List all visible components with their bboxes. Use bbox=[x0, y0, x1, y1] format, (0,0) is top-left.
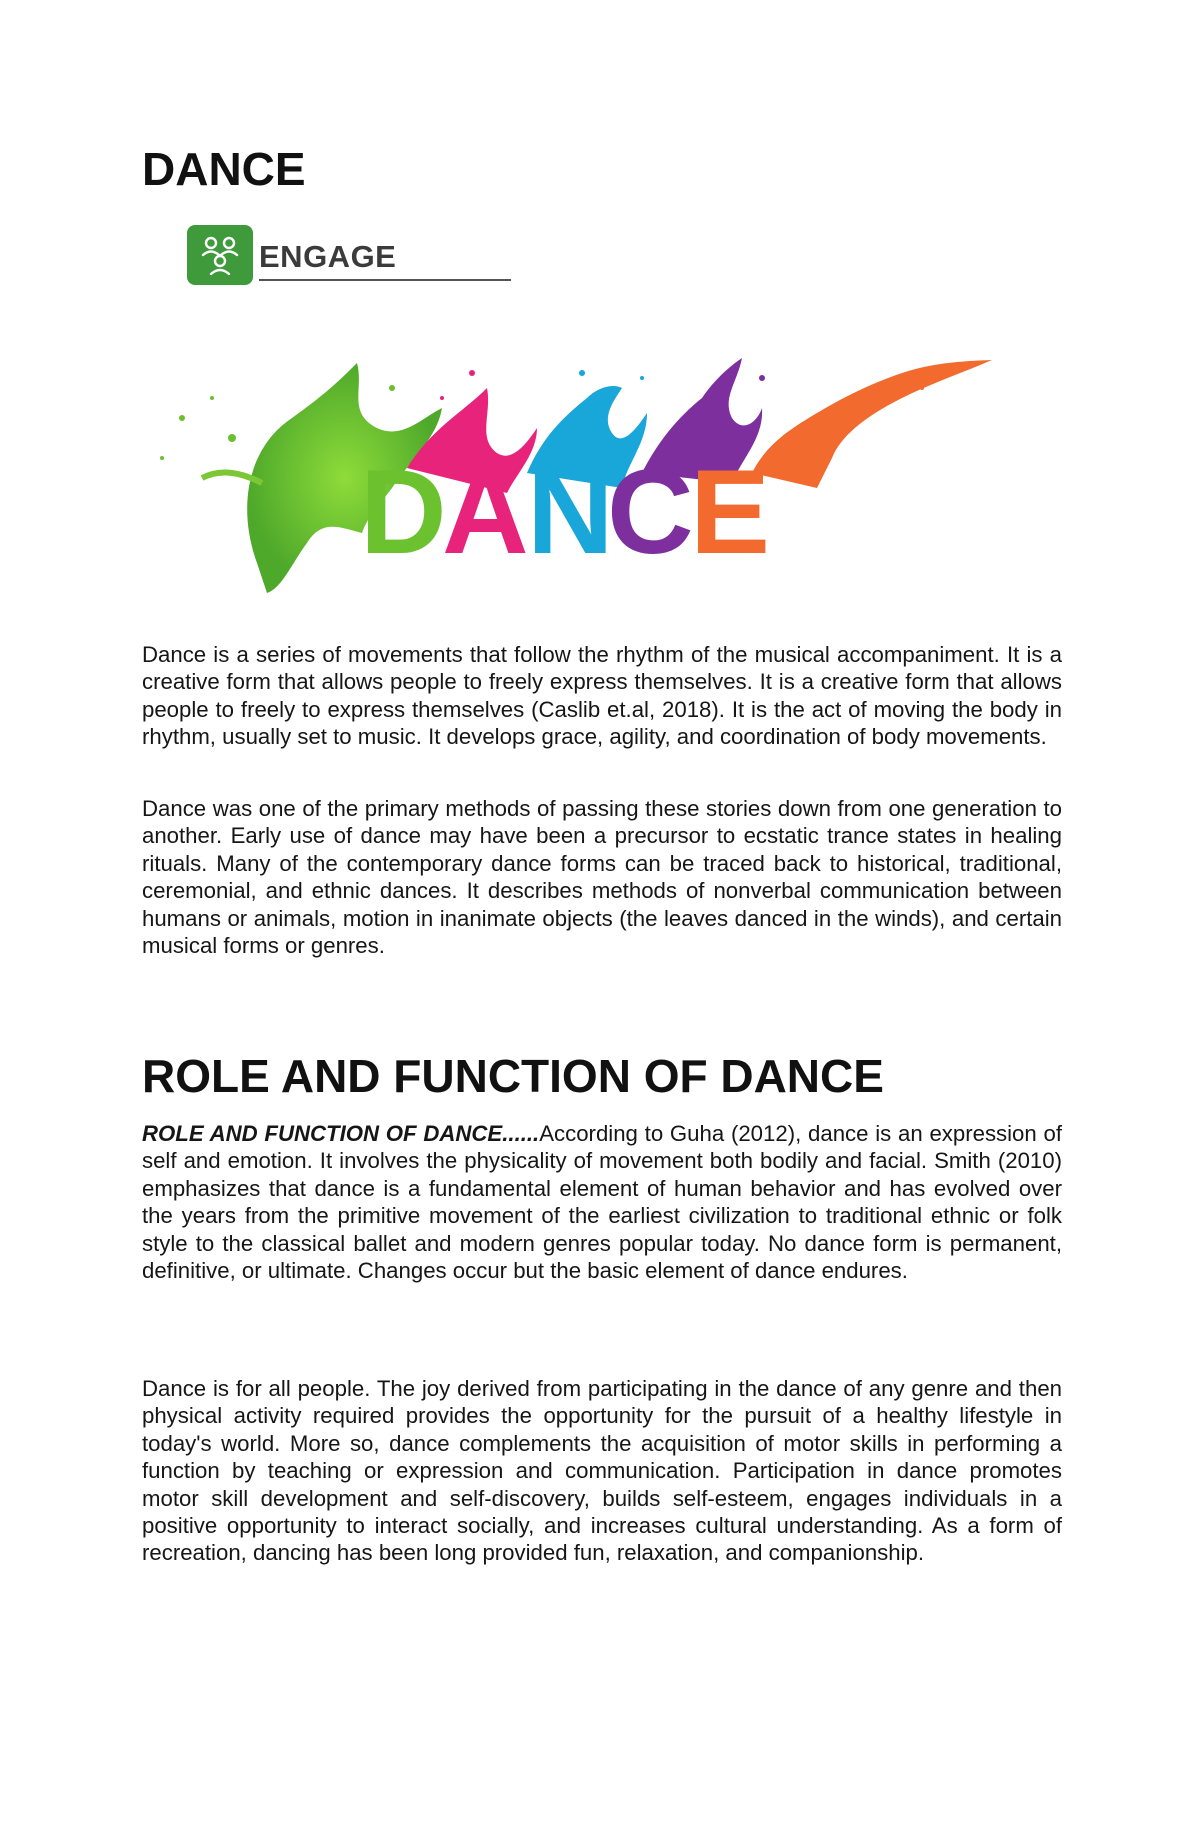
banner-letter-c: C bbox=[607, 445, 694, 579]
intro-paragraph: Dance is a series of movements that follow the rhythm of the musical accompaniment. It is a creative form that allows people to freely express themselves. It is a creative form that allows people to freely to express themselves (Caslib et.al, 2018). It is the act of moving the body in rhythm, usually set to music. It develops grace, agility, and coordination of body movements. bbox=[142, 642, 1062, 750]
dance-for-all-paragraph: Dance is for all people. The joy derived from participating in the dance of any genre and then physical activity required provides the opportunity for the pursuit of a healthy lifestyle in today's world. More so, dance complements the acquisition of motor skills in performing a function by teaching or expression and communication. Participation in dance promotes motor skill development and self-discovery, builds self-esteem, engages individuals in a positive opportunity to interact socially, and increases cultural understanding. As a form of recreation, dancing has been long provided fun, relaxation, and companionship. bbox=[142, 1376, 1062, 1566]
role-function-lead: ROLE AND FUNCTION OF DANCE...... bbox=[142, 1121, 540, 1146]
history-paragraph: Dance was one of the primary methods of passing these stories down from one generation to another. Early use of dance may have been a precursor to ecstatic trance states in healing rituals. Many of the contemporary dance forms can be traced back to historical, traditional, ceremonial, and ethnic dances. It describes methods of nonverbal communication between humans or animals, motion in inanimate objects (the leaves danced in the winds), and certain musical forms or genres. bbox=[142, 796, 1062, 959]
banner-letter-d: D bbox=[360, 445, 447, 579]
engage-label: ENGAGE bbox=[259, 239, 397, 274]
banner-letter-a: A bbox=[442, 445, 529, 579]
role-function-paragraph bbox=[142, 1120, 1062, 1284]
page-title: DANCE bbox=[142, 143, 306, 195]
engage-icon bbox=[187, 225, 253, 285]
banner-letter-e: E bbox=[690, 445, 771, 579]
engage-section-badge bbox=[187, 225, 512, 287]
engage-underline bbox=[259, 279, 511, 281]
orange-paint-splash bbox=[752, 360, 992, 488]
dance-banner-image bbox=[142, 358, 997, 598]
banner-letter-n: N bbox=[527, 445, 614, 579]
section-heading: ROLE AND FUNCTION OF DANCE bbox=[142, 1050, 884, 1102]
role-function-text: According to Guha (2012), dance is an expression of self and emotion. It involves the physicality of movement both bodily and facial. Smith (2010) emphasizes that dance is a fundamental element of human behavior and has evolved over the years from the primitive movement of the earliest civilization to traditional ethnic or folk style to the classical ballet and modern genres popular today. No dance form is permanent, definitive, or ultimate. Changes occur but the basic element of dance endures. bbox=[142, 1121, 1062, 1284]
